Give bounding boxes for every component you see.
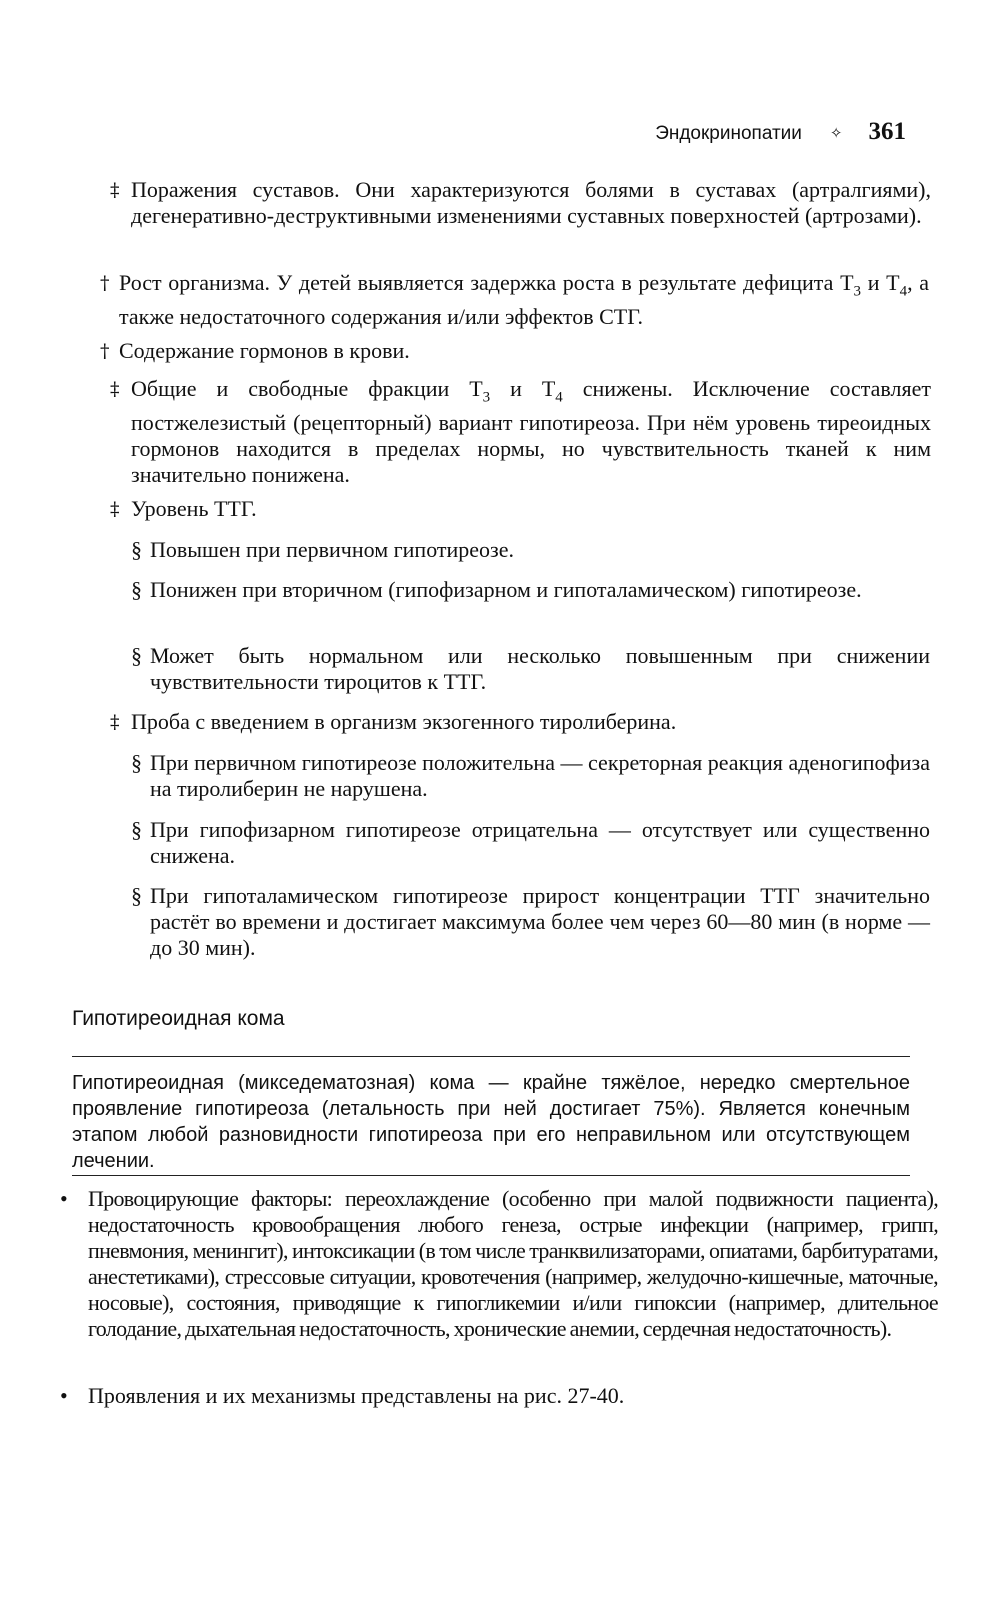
definition-bottom-rule xyxy=(72,1175,910,1176)
list-item-text: Общие и свободные фракции $T_3$ и $T_4$ снижены. Исключение составляет постжелезистый (рецепторный) вариант гипотиреоза. При нём уровень тиреоидных гормонов находится в пределах нормы, но чувствительность тканей к ним значительно понижена. xyxy=(131,376,931,488)
list-item-text: При гипоталамическом гипотиреозе прирост концентрации ТТГ значительно растёт во времени и достигает максимума более чем через 60—80 мин (в норме — до 30 мин). xyxy=(150,883,930,960)
section-sign-marker: § xyxy=(131,883,142,908)
list-item-text: Понижен при вторичном (гипофизарном и гипоталамическом) гипотиреозе. xyxy=(150,577,862,602)
double-dagger-marker: ‡ xyxy=(110,179,120,201)
list-item xyxy=(100,270,929,330)
list-item-text: При гипофизарном гипотиреозе отрицательна — отсутствует или существенно снижена. xyxy=(150,817,930,868)
double-dagger-marker: ‡ xyxy=(110,498,120,520)
page-number: 361 xyxy=(868,118,906,145)
bullet-marker: • xyxy=(60,1186,68,1211)
list-item xyxy=(131,577,930,603)
list-item xyxy=(110,376,931,488)
bullet-item xyxy=(60,1383,938,1409)
list-item-text: Проба с введением в организм экзогенного тиролиберина. xyxy=(131,709,677,734)
list-item xyxy=(110,496,931,522)
list-item-text: Может быть нормальном или несколько повышенным при снижении чувствительности тироцитов к ТТГ. xyxy=(150,643,930,694)
bullet-text: Проявления и их механизмы представлены на рис. 27-40. xyxy=(88,1383,625,1408)
list-item xyxy=(131,643,930,695)
double-dagger-marker: ‡ xyxy=(110,711,120,733)
list-item-text: Повышен при первичном гипотиреозе. xyxy=(150,537,515,562)
double-dagger-marker: ‡ xyxy=(110,378,120,400)
definition-text: Гипотиреоидная (микседематозная) кома — крайне тяжёлое, нередко смертельное проявление гипотиреоза (летальность при ней достигает 75%). Является конечным этапом любой разновидности гипотиреоза при его неправильном или отсутствующем лечении. xyxy=(72,1072,910,1172)
list-item-text: Содержание гормонов в крови. xyxy=(119,338,410,363)
section-sign-marker: § xyxy=(131,643,142,668)
list-item xyxy=(100,338,929,364)
dagger-marker: † xyxy=(100,340,110,362)
section-sign-marker: § xyxy=(131,537,142,562)
running-title: Эндокринопатии xyxy=(655,123,802,144)
list-item xyxy=(131,537,930,563)
list-item-text: Уровень ТТГ. xyxy=(131,496,257,521)
section-sign-marker: § xyxy=(131,577,142,602)
section-sign-marker: § xyxy=(131,750,142,775)
list-item xyxy=(110,709,931,735)
bullet-text: Провоцирующие факторы: переохлаждение (особенно при малой подвижности пациента), недостаточность кровообращения любого генеза, острые инфекции (например, грипп, пневмония, менингит), интоксикации (в том числе транквилизаторами, опиатами, барбитуратами, анестетиками), стрессовые ситуации, кровотечения (например, желудочно-кишечные, маточные, носовые), состояния, приводящие к гипогликемии и/или гипоксии (например, длительное голодание, дыхательная недостаточность, хронические анемии, сердечная недостаточность). xyxy=(88,1186,938,1341)
list-item-text: Рост организма. У детей выявляется задержка роста в результате дефицита $T_3$ и $T_4$, а также недостаточного содержания и/или эффектов СТГ. xyxy=(119,270,930,330)
dagger-marker: † xyxy=(100,272,110,294)
list-item xyxy=(131,883,930,961)
definition-top-rule xyxy=(72,1056,910,1057)
bullet-item xyxy=(60,1186,938,1342)
diamond-separator-icon: ✧ xyxy=(829,124,843,142)
list-item xyxy=(131,817,930,869)
list-item-text: При первичном гипотиреозе положительна — секреторная реакция аденогипофиза на тиролиберин не нарушена. xyxy=(150,750,930,801)
section-sign-marker: § xyxy=(131,817,142,842)
running-head xyxy=(655,118,906,146)
list-item-text: Поражения суставов. Они характеризуются болями в суставах (артралгиями), дегенеративно-деструктивными изменениями суставных поверхностей (артрозами). xyxy=(131,177,931,228)
section-heading: Гипотиреоидная кома xyxy=(72,1007,285,1030)
bullet-marker: • xyxy=(60,1383,68,1408)
list-item xyxy=(131,750,930,802)
list-item xyxy=(110,177,931,229)
